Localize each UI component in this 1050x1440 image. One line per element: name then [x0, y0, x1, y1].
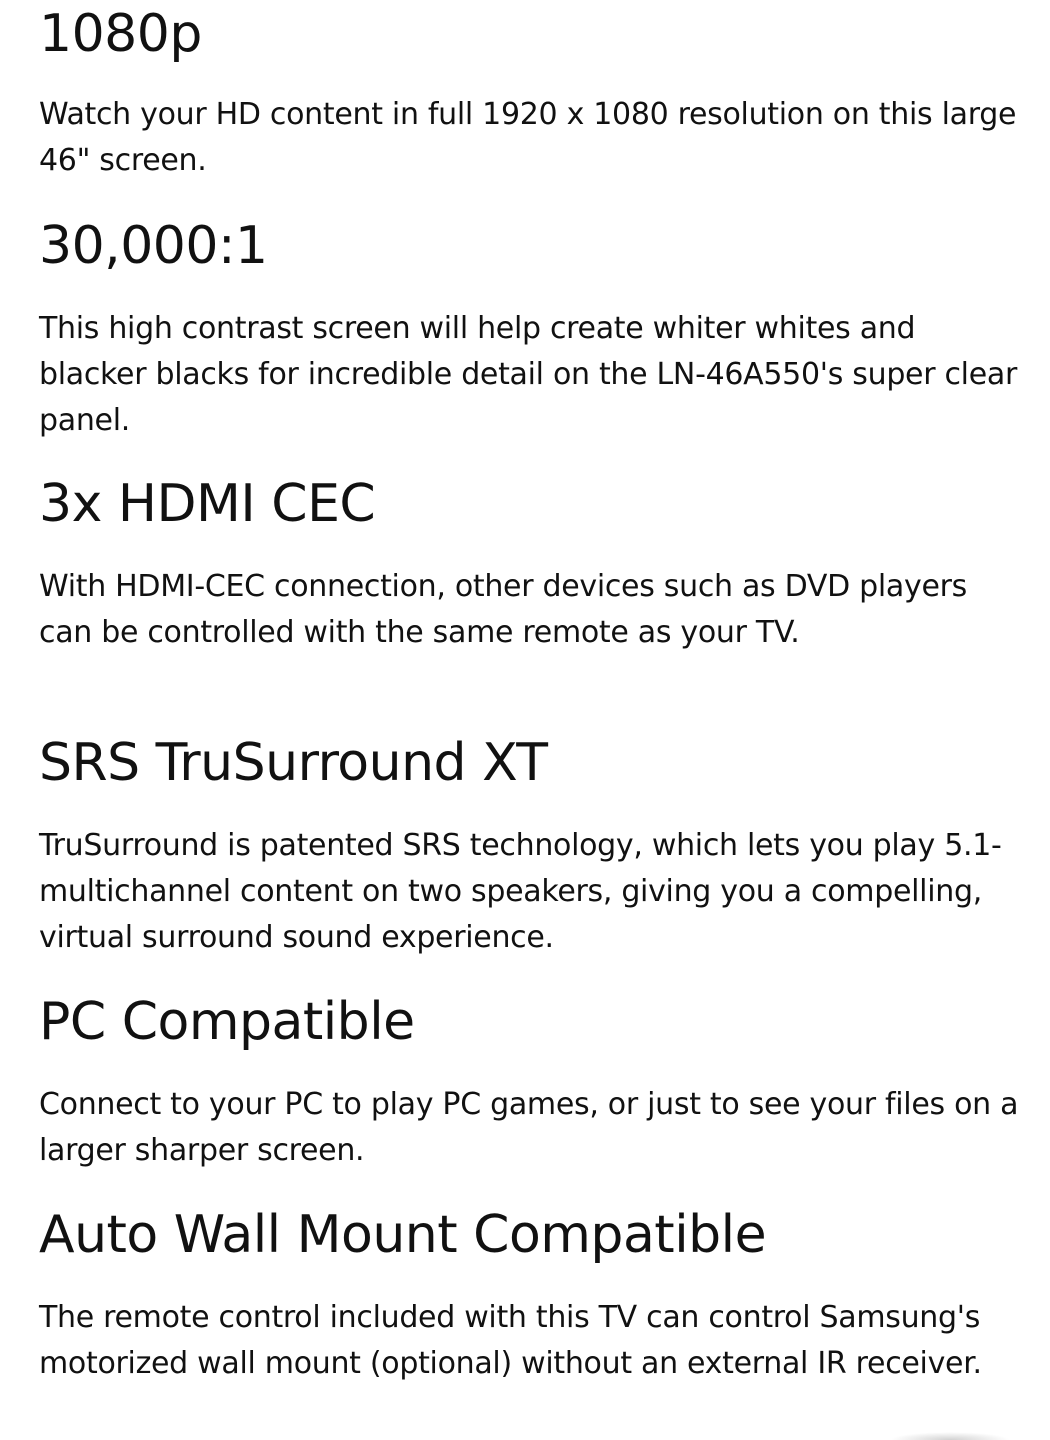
feature-description: The remote control included with this TV can control Samsung's motorized wall mount (optional) without an external IR receiver. [39, 1300, 982, 1381]
feature-description: This high contrast screen will help create whiter whites and blacker blacks for incredible detail on the LN-46A550's super clear panel. [39, 311, 1017, 438]
feature-hdmi-cec [39, 474, 1019, 656]
feature-title: SRS TruSurround XT [39, 733, 548, 793]
feature-description: Watch your HD content in full 1920 x 1080 resolution on this large 46" screen. [39, 97, 1017, 178]
feature-title: 30,000:1 [39, 216, 268, 276]
feature-title: Auto Wall Mount Compatible [39, 1205, 767, 1265]
feature-title: 3x HDMI CEC [39, 474, 376, 534]
feature-contrast-ratio [39, 216, 1019, 444]
feature-1080p [39, 4, 1019, 184]
feature-title: PC Compatible [39, 992, 415, 1052]
feature-srs-trusurround [39, 733, 1019, 961]
feature-description: TruSurround is patented SRS technology, which lets you play 5.1-multichannel content on two speakers, giving you a compelling, virtual surround sound experience. [39, 828, 1002, 955]
feature-description: Connect to your PC to play PC games, or just to see your files on a larger sharper screen. [39, 1087, 1019, 1168]
feature-pc-compatible [39, 992, 1019, 1174]
feature-description: With HDMI-CEC connection, other devices such as DVD players can be controlled with the same remote as your TV. [39, 569, 967, 650]
feature-title: 1080p [39, 4, 202, 64]
scroll-edge-shadow [890, 1432, 1010, 1440]
feature-auto-wall-mount [39, 1205, 1019, 1387]
